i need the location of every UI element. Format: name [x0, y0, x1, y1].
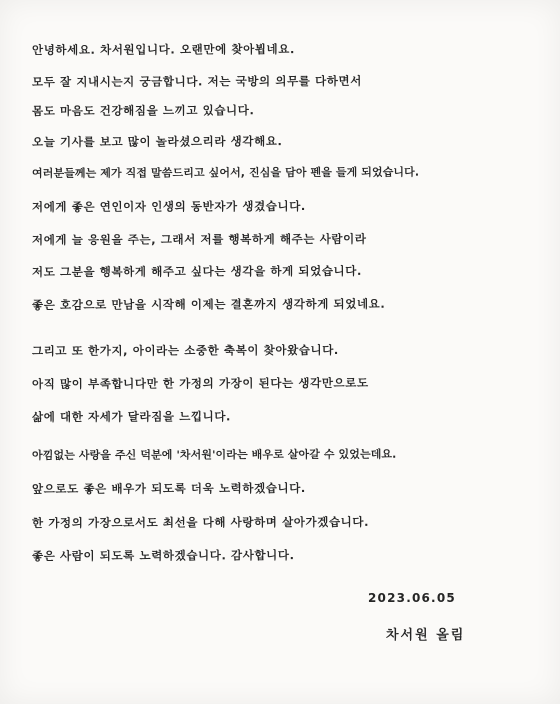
letter-line: 저도 그분을 행복하게 해주고 싶다는 생각을 하게 되었습니다. [31, 263, 362, 279]
letter-line: 여러분들께는 제가 직접 말씀드리고 싶어서, 진심을 담아 펜을 들게 되었습니다. [31, 165, 420, 180]
letter-line: 삶에 대한 자세가 달라짐을 느낍니다. [31, 409, 232, 424]
letter-line: 아낌없는 사랑을 주신 덕분에 '차서원'이라는 배우로 살아갈 수 있었는데요. [31, 447, 397, 462]
letter-line: 아직 많이 부족합니다만 한 가정의 가장이 된다는 생각만으로도 [31, 375, 369, 391]
letter-line: 저에게 늘 응원을 주는, 그래서 저를 행복하게 해주는 사람이라 [31, 231, 367, 247]
letter-line: 안녕하세요. 차서원입니다. 오랜만에 찾아뵙네요. [31, 42, 295, 57]
letter-line: 오늘 기사를 보고 많이 놀라셨으리라 생각해요. [31, 134, 283, 149]
letter-line: 한 가정의 가장으로서도 최선을 다해 사랑하며 살아가겠습니다. [31, 514, 370, 530]
letter-line: 좋은 호감으로 만남을 시작해 이제는 결혼까지 생각하게 되었네요. [31, 296, 386, 312]
letter-line: 모두 잘 지내시는지 궁금합니다. 저는 국방의 의무를 다하면서 [31, 73, 362, 89]
letter-date: 2023.06.05 [368, 591, 456, 605]
letter-line: 몸도 마음도 건강해짐을 느끼고 있습니다. [31, 103, 255, 118]
letter-line: 저에게 좋은 연인이자 인생의 동반자가 생겼습니다. [31, 199, 306, 214]
letter-line: 그리고 또 한가지, 아이라는 소중한 축복이 찾아왔습니다. [31, 342, 339, 358]
letter-line: 좋은 사람이 되도록 노력하겠습니다. 감사합니다. [31, 548, 295, 563]
letter-line: 앞으로도 좋은 배우가 되도록 더욱 노력하겠습니다. [31, 481, 306, 496]
letter-signature: 차서원 올림 [386, 628, 466, 643]
